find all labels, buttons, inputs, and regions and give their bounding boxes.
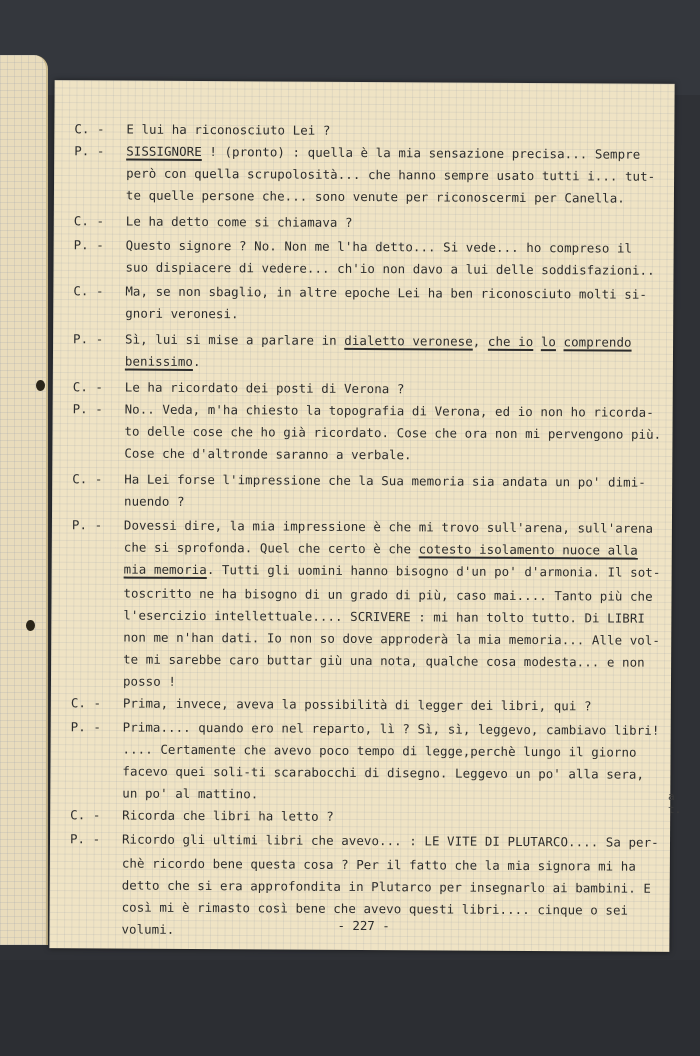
line-text: Ha Lei forse l'impressione che la Sua memoria sia andata un po' dimi-: [124, 471, 646, 490]
text-segment: ! (pronto) : quella è la mia sensazione precisa... Sempre: [201, 144, 641, 162]
underlined-text: dialetto veronese: [344, 332, 473, 349]
line-text: l'esercizio intellettuale.... SCRIVERE : mi han tolto tutto. Di LIBRI: [123, 607, 646, 626]
text-segment: Sì, lui si mise a parlare in: [125, 331, 345, 348]
line-text: un po' al mattino.: [122, 785, 259, 802]
line-text: E lui ha riconosciuto Lei ?: [126, 121, 331, 138]
underlined-text: che io: [487, 333, 534, 350]
speaker-label: P. -: [70, 719, 102, 735]
underlined-text: comprendo: [563, 334, 632, 350]
line-text: Ma, se non sbaglio, in altre epoche Lei ha ben riconosciuto molti si-: [125, 283, 648, 302]
punch-hole: [36, 380, 45, 391]
line-text: te mi sarebbe caro buttar giù una nota, qualche cosa modesta... e non: [123, 651, 645, 670]
line-text: non me n'han dati. Io non so dove approderà la mia memoria... Alle vol-: [123, 629, 661, 648]
line-text: No.. Veda, m'ha chiesto la topografia di Verona, ed io non ho ricorda-: [124, 401, 654, 420]
text-segment: che si sprofonda. Quel che certo è che: [123, 539, 419, 557]
line-text: posso !: [122, 673, 176, 689]
line-text: Cose che d'altronde saranno a verbale.: [124, 445, 412, 463]
previous-page-edge: [0, 55, 48, 945]
speaker-label: C. -: [70, 695, 102, 711]
punch-hole: [26, 620, 35, 631]
line-text: chè ricordo bene questa cosa ? Per il fatto che la mia signora mi ha: [121, 855, 636, 874]
line-text: Questo signore ? No. Non me l'ha detto... Si vede... ho compreso il: [125, 237, 633, 256]
line-text: nuendo ?: [124, 493, 185, 509]
speaker-label: P. -: [73, 237, 104, 253]
speaker-label: C. -: [74, 121, 105, 137]
line-text: [125, 351, 201, 373]
underlined-text: mia memoria: [123, 561, 207, 578]
speaker-label: P. -: [74, 143, 105, 159]
line-text: Le ha ricordato dei posti di Verona ?: [124, 379, 405, 397]
text-segment: ,: [472, 333, 489, 349]
underlined-text: lo: [540, 334, 557, 350]
text-segment: [533, 334, 541, 349]
line-text: Le ha detto come si chiamava ?: [125, 213, 353, 230]
speaker-label: P. -: [69, 831, 101, 847]
text-segment: . Tutti gli uomini hanno bisogno d'un po' d'armonia. Il sot-: [206, 562, 661, 580]
speaker-label: P. -: [71, 517, 103, 533]
typewritten-page: [49, 80, 674, 952]
underlined-text: benissimo: [124, 353, 194, 369]
speaker-label: C. -: [73, 283, 104, 299]
underlined-text: cotesto isolamento nuoce alla: [418, 541, 638, 558]
line-text: Ricorda che libri ha letto ?: [122, 807, 334, 824]
speaker-label: C. -: [72, 471, 103, 487]
line-text: te quelle persone che... sono venute per riconoscermi per Canella.: [125, 187, 625, 206]
speaker-label: C. -: [73, 213, 105, 229]
line-text: [124, 537, 638, 562]
line-text: detto che si era approfondita in Plutarco per insegnarlo ai bambini. E: [121, 877, 651, 896]
line-text: però con quella scrupolosità... che hanno sempre usato tutti i... tut-: [126, 165, 656, 184]
speaker-label: P. -: [72, 401, 103, 417]
line-text: toscritto ne ha bisogno di un grado di più, caso mai.... Tanto più che: [123, 585, 653, 604]
line-text: [125, 329, 632, 354]
line-text: facevo quei soli-ti scarabocchi di disegno. Leggevo un po' alla sera,: [122, 763, 645, 782]
line-text: volumi.: [121, 921, 175, 937]
line-text: gnori veronesi.: [125, 305, 239, 322]
line-text: Prima, invece, aveva la possibilità di legger dei libri, qui ?: [122, 695, 592, 714]
line-text: .... Certamente che avevo poco tempo di legge,perchè lungo il giorno: [122, 741, 637, 760]
speaker-label: P. -: [73, 331, 104, 347]
page-number: - 227 -: [337, 917, 390, 934]
line-text: suo dispiacere di vedere... ch'io non davo a lui delle soddisfazioni..: [125, 259, 655, 278]
desk-background-bottom: [0, 960, 700, 1056]
line-text: [126, 141, 640, 166]
line-text: Prima.... quando ero nel reparto, lì ? Sì, sì, leggevo, cambiavo libri!: [122, 719, 660, 738]
line-text: [124, 559, 661, 584]
line-text: così mi è rimasto così bene che avevo questi libri.... cinque o sei: [121, 899, 629, 918]
line-text: Dovessi dire, la mia impressione è che mi trovo sull'arena, sull'arena: [123, 517, 654, 536]
line-text: Ricordo gli ultimi libri che avevo... : LE VITE DI PLUTARCO.... Sa per-: [121, 831, 659, 850]
text-segment: [556, 334, 564, 349]
speaker-label: C. -: [70, 807, 101, 823]
speaker-label: C. -: [72, 379, 104, 395]
underlined-text: SISSIGNORE: [126, 143, 202, 160]
margin-note: a t.: [668, 790, 682, 816]
text-segment: .: [192, 353, 201, 370]
line-text: to delle cose che ho già ricordato. Cose che ora non mi pervengono più.: [124, 423, 662, 442]
